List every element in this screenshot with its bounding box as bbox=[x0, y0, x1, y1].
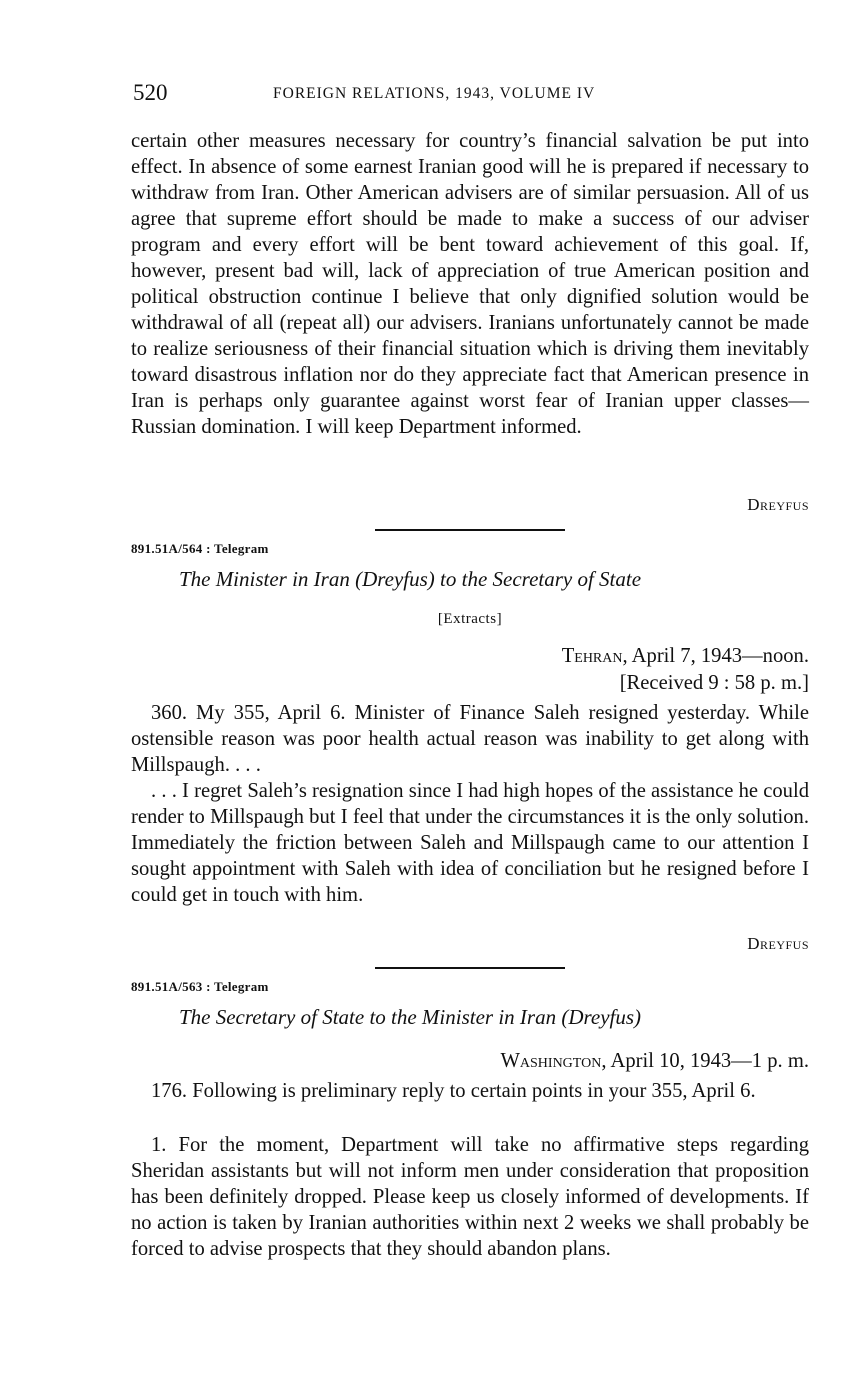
doc2-paragraph-2 bbox=[131, 1132, 809, 1262]
doc1-para2-text: . . . I regret Saleh’s resignation since I had high hopes of the assistance he could render to Millspaugh but I feel that under the circumstances it is the only solution. Immediately the friction between Saleh and Millspaugh came to our attention I sought appointment with Saleh with idea of conciliation but he resigned before I could get in touch with him. bbox=[131, 780, 809, 906]
doc2-paragraph-1 bbox=[131, 1078, 809, 1104]
document-title-2: The Secretary of State to the Minister in Iran (Dreyfus) bbox=[178, 1005, 642, 1029]
doc1-para1-text: 360. My 355, April 6. Minister of Finance Saleh resigned yesterday. While ostensible reason was poor health actual reason was inability to get along with Millspaugh. . . . bbox=[131, 702, 809, 776]
signature-dreyfus-1: Dreyfus bbox=[747, 495, 809, 514]
continuation-text: certain other measures necessary for country’s financial salvation be put into effect. In absence of some earnest Iranian good will he is prepared if necessary to withdraw from Iran. Other American advisers are of similar persuasion. All of us agree that supreme effort should be made to make a success of our adviser program and every effort will be bent toward achievement of this goal. If, however, present bad will, lack of appreciation of true American position and political obstruction continue I believe that only dignified solution would be withdrawal of all (repeat all) our advisers. Iranians unfortunately cannot be made to realize seriousness of their financial situation which is driving them inevitably toward disastrous inflation nor do they appreciate fact that American presence in Iran is perhaps only guarantee against worst fear of Iranian upper classes—Russian domination. I will keep Department informed. bbox=[131, 130, 809, 438]
dateline-place-2: Washington bbox=[500, 1050, 602, 1072]
file-reference-2: 891.51A/563 : Telegram bbox=[131, 979, 269, 994]
doc2-para1-text: 176. Following is preliminary reply to certain points in your 355, April 6. bbox=[151, 1080, 756, 1102]
dateline-date-2: , April 10, 1943—1 p. m. bbox=[601, 1050, 809, 1072]
doc1-paragraph-2 bbox=[131, 778, 809, 908]
continuation-paragraph bbox=[131, 128, 809, 440]
dateline-place-1: Tehran bbox=[561, 645, 623, 667]
document-title-1: The Minister in Iran (Dreyfus) to the Secretary of State bbox=[178, 567, 642, 591]
received-line: [Received 9 : 58 p. m.] bbox=[619, 672, 809, 694]
file-reference-1: 891.51A/564 : Telegram bbox=[131, 541, 269, 556]
dateline-2 bbox=[500, 1050, 809, 1073]
signature-dreyfus-2: Dreyfus bbox=[747, 934, 809, 953]
extracts-label: [Extracts] bbox=[437, 611, 503, 627]
running-head: FOREIGN RELATIONS, 1943, VOLUME IV bbox=[273, 85, 596, 102]
dateline-date-1: , April 7, 1943—noon. bbox=[622, 645, 809, 667]
page-header bbox=[133, 80, 809, 112]
doc1-paragraph-1 bbox=[131, 700, 809, 778]
section-divider-2 bbox=[375, 967, 565, 969]
section-divider-1 bbox=[375, 529, 565, 531]
page-number: 520 bbox=[133, 80, 168, 105]
dateline-1 bbox=[562, 645, 809, 668]
doc2-para2-text: 1. For the moment, Department will take no affirmative steps regarding Sheridan assistants but will not inform men under consideration that proposition has been definitely dropped. Please keep us closely informed of developments. If no action is taken by Iranian authorities within next 2 weeks we shall probably be forced to advise prospects that they should abandon plans. bbox=[131, 1134, 809, 1260]
